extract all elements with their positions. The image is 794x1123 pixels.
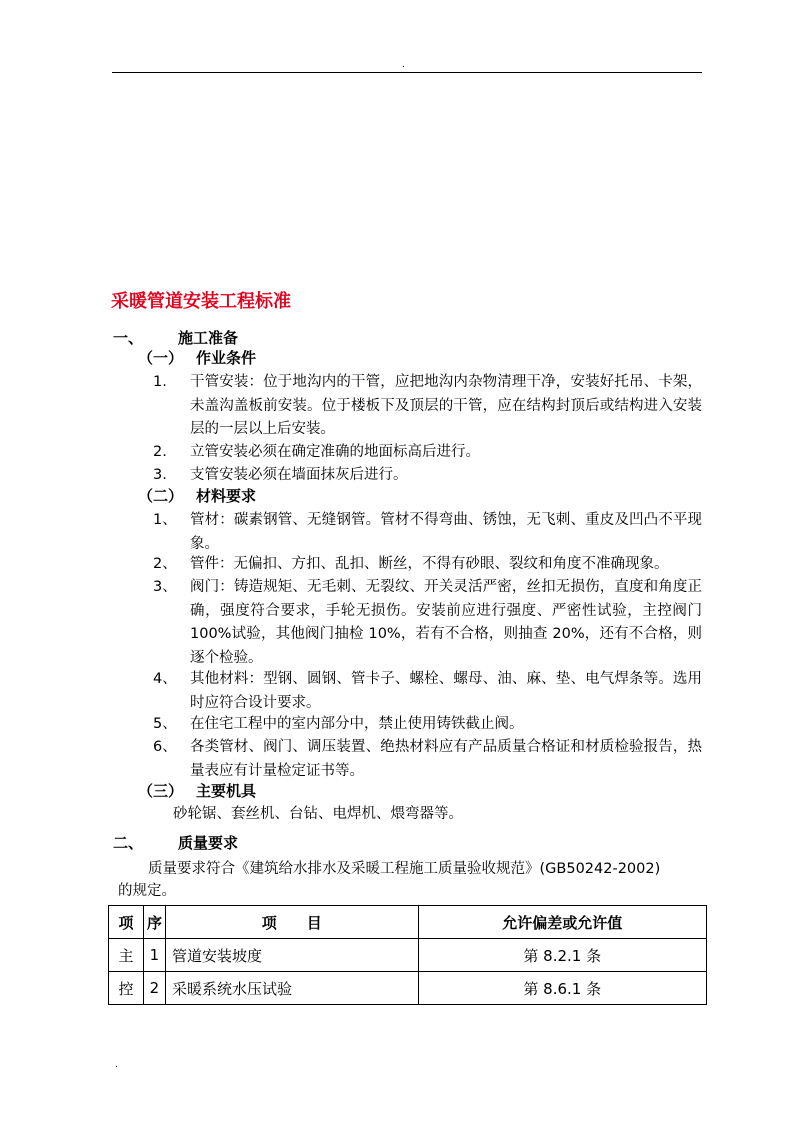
list-item-text: 管材：碳素钢管、无缝钢管。管材不得弯曲、锈蚀，无飞刺、重皮及凹凸不平现象。 <box>190 512 702 552</box>
list-item-number: 3. <box>153 467 167 483</box>
subsection-heading-3 <box>138 780 256 802</box>
tools-text: 砂轮锯、套丝机、台钻、电焊机、煨弯器等。 <box>173 806 463 822</box>
row-item: 采暖系统水压试验 <box>165 972 418 1005</box>
subsection-heading-2 <box>138 485 256 507</box>
subsection-label: 作业条件 <box>196 349 257 367</box>
row-seq: 1 <box>143 939 165 972</box>
list-item-text: 其他材料：型钢、圆钢、管卡子、螺栓、螺母、油、麻、垫、电气焊条等。选用时应符合设计要求。 <box>190 671 702 711</box>
row-item: 管道安装坡度 <box>165 939 418 972</box>
header-item: 项 目 <box>165 906 418 939</box>
list-item-text: 在住宅工程中的室内部分中，禁止使用铸铁截止阀。 <box>190 716 524 732</box>
table-header-row <box>109 906 707 939</box>
quality-paragraph-line2: 的规定。 <box>118 883 176 899</box>
row-value: 第 8.2.1 条 <box>418 939 707 972</box>
section-number: 一、 <box>113 329 144 347</box>
list-item-text: 各类管材、阀门、调压装置、绝热材料应有产品质量合格证和材质检验报告，热量表应有计量检定证书等。 <box>190 739 702 779</box>
category-char-1: 主 <box>109 939 144 972</box>
list-item-number: 4、 <box>153 671 177 687</box>
list-item-text: 立管安装必须在确定准确的地面标高后进行。 <box>190 444 480 460</box>
list-item-number: 1、 <box>153 512 177 528</box>
header-seq: 序 <box>143 906 165 939</box>
list-item-text: 支管安装必须在墙面抹灰后进行。 <box>190 467 408 483</box>
footer-mark: . <box>115 1060 118 1070</box>
row-value: 第 8.6.1 条 <box>418 972 707 1005</box>
list-item-number: 2. <box>153 444 167 460</box>
section-label: 质量要求 <box>178 834 239 852</box>
header-category: 项 <box>109 906 144 939</box>
list-item-number: 5、 <box>153 716 177 732</box>
quality-table <box>108 905 707 1005</box>
header-rule <box>112 72 702 73</box>
list-item-text: 干管安装：位于地沟内的干管，应把地沟内杂物清理干净，安装好托吊、卡架，未盖沟盖板前安装。位于楼板下及顶层的干管，应在结构封顶后或结构进入安装层的一层以上后安装。 <box>190 374 702 438</box>
category-char-2: 控 <box>109 972 144 1005</box>
list-item-text: 阀门：铸造规矩、无毛刺、无裂纹、开关灵活严密，丝扣无损伤，直度和角度正确，强度符合要求，手轮无损伤。安装前应进行强度、严密性试验，主控阀门 100%试验，其他阀门抽检 10%，若有不合格，则抽查 20%，还有不合格，则逐个检验。 <box>190 579 702 667</box>
subsection-number: （三） <box>138 782 184 800</box>
row-seq: 2 <box>143 972 165 1005</box>
list-item-number: 3、 <box>153 579 177 595</box>
list-item-number: 1. <box>153 374 167 390</box>
table-row <box>109 939 707 972</box>
table-row <box>109 972 707 1005</box>
quality-paragraph-line1: 质量要求符合《建筑给水排水及采暖工程施工质量验收规范》(GB50242-2002) <box>148 861 661 877</box>
header-mark: . <box>402 60 405 70</box>
subsection-heading-1 <box>138 347 256 369</box>
subsection-number: （二） <box>138 487 184 505</box>
subsection-label: 材料要求 <box>196 487 257 505</box>
subsection-number: （一） <box>138 349 184 367</box>
document-title: 采暖管道安装工程标准 <box>111 291 291 312</box>
section-number: 二、 <box>113 834 144 852</box>
section-heading-2 <box>113 832 238 854</box>
subsection-label: 主要机具 <box>196 782 257 800</box>
list-item-number: 2、 <box>153 556 177 572</box>
list-item-text: 管件：无偏扣、方扣、乱扣、断丝，不得有砂眼、裂纹和角度不准确现象。 <box>190 556 669 572</box>
section-label: 施工准备 <box>178 329 239 347</box>
header-value: 允许偏差或允许值 <box>418 906 707 939</box>
list-item-number: 6、 <box>153 739 177 755</box>
section-heading-1 <box>113 327 238 349</box>
